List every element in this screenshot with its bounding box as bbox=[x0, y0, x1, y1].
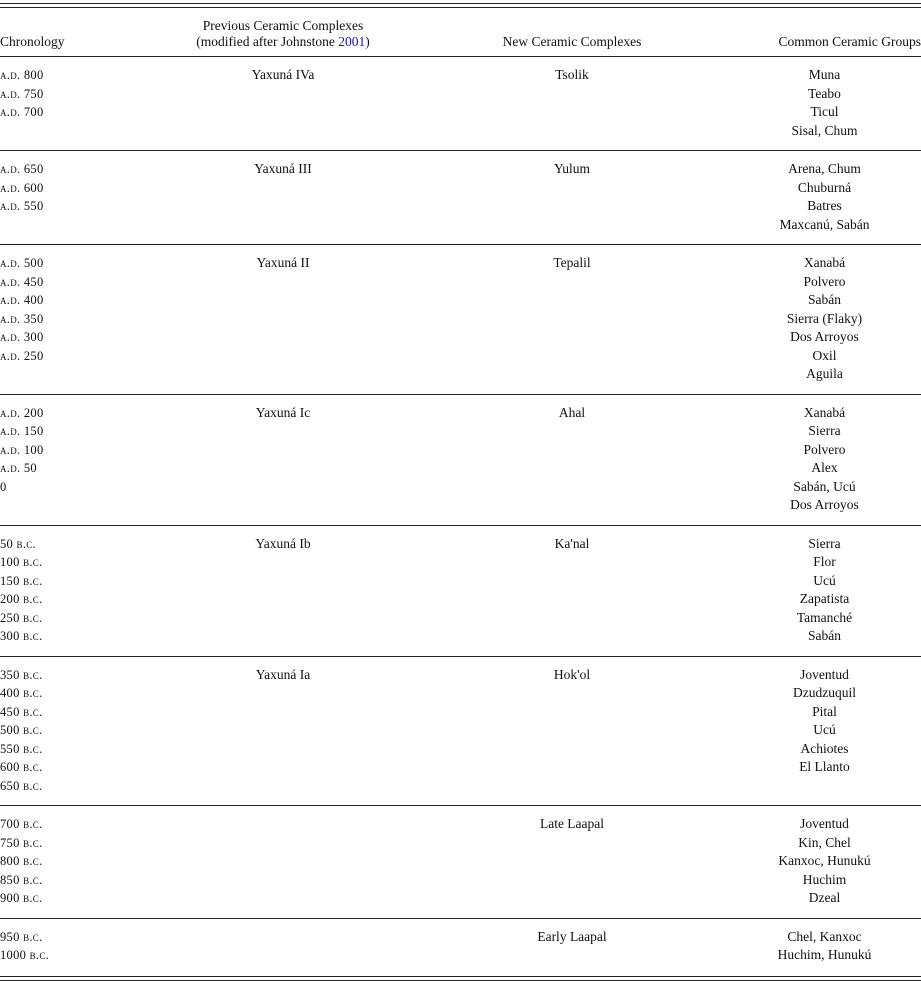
date-value: 800 b.c. bbox=[0, 854, 43, 868]
ceramic-group: Sabán, Ucú bbox=[793, 478, 856, 494]
date-value: 300 b.c. bbox=[0, 629, 43, 643]
ceramic-group: Ucú bbox=[813, 572, 836, 588]
date-value: 650 b.c. bbox=[0, 778, 43, 793]
date-value: 600 b.c. bbox=[0, 760, 43, 774]
date-value: 350 b.c. bbox=[0, 667, 43, 682]
ceramic-groups-cell bbox=[728, 57, 921, 151]
ceramic-groups-list bbox=[728, 404, 921, 515]
ceramic-groups-cell bbox=[728, 806, 921, 919]
ceramic-group: Dos Arroyos bbox=[790, 497, 859, 512]
new-complex-cell: Ka'nal bbox=[416, 525, 728, 656]
previous-complex-cell bbox=[150, 918, 416, 975]
new-complex-cell: Late Laapal bbox=[416, 806, 728, 919]
date-value: a.d. 100 bbox=[0, 442, 44, 457]
table-top-rule bbox=[0, 3, 921, 4]
ceramic-group: Aguila bbox=[806, 366, 843, 381]
header-previous-suffix: ) bbox=[365, 34, 370, 49]
ceramic-group: Huchim bbox=[802, 871, 847, 887]
ceramic-groups-list bbox=[728, 254, 921, 384]
ceramic-group: Muna bbox=[808, 67, 841, 82]
ceramic-groups-list bbox=[728, 928, 921, 965]
date-value: 900 b.c. bbox=[0, 891, 43, 905]
ceramic-group: Oxil bbox=[812, 347, 837, 363]
date-value: a.d. 750 bbox=[0, 86, 44, 101]
date-value: 1000 b.c. bbox=[0, 948, 50, 962]
ceramic-group: Alex bbox=[811, 460, 838, 475]
previous-complex-cell: Yaxuná Ic bbox=[150, 394, 416, 525]
ceramic-group: Dzudzuquil bbox=[793, 685, 856, 700]
table-row bbox=[0, 57, 921, 151]
header-chronology: Chronology bbox=[0, 12, 150, 57]
header-previous-line1: Previous Ceramic Complexes bbox=[202, 18, 364, 33]
ceramic-group: Joventud bbox=[800, 816, 849, 831]
chronology-cell bbox=[0, 394, 150, 525]
table-row bbox=[0, 245, 921, 395]
date-value: a.d. 300 bbox=[0, 330, 44, 344]
previous-complex-cell: Yaxuná III bbox=[150, 151, 416, 245]
ceramic-group: Sabán bbox=[808, 292, 841, 307]
ceramic-groups-list bbox=[728, 160, 921, 234]
ceramic-groups-list bbox=[728, 535, 921, 646]
ceramic-group: Maxcanú, Sabán bbox=[779, 216, 870, 232]
ceramic-group: Huchim, Hunukú bbox=[777, 947, 872, 962]
date-value: a.d. 500 bbox=[0, 256, 44, 270]
ceramic-groups-cell bbox=[728, 656, 921, 806]
date-value: 850 b.c. bbox=[0, 872, 43, 887]
ceramic-group: Chuburná bbox=[797, 179, 852, 195]
ceramic-group: El Llanto bbox=[799, 759, 850, 774]
ceramic-group: Zapatista bbox=[799, 591, 850, 606]
ceramic-group: Pital bbox=[812, 703, 837, 719]
ceramic-group: Kanxoc, Hunukú bbox=[778, 853, 871, 868]
chronology-cell bbox=[0, 151, 150, 245]
date-value: 750 b.c. bbox=[0, 835, 43, 850]
ceramic-group: Polvero bbox=[803, 273, 846, 289]
table-row bbox=[0, 394, 921, 525]
date-value: 400 b.c. bbox=[0, 686, 43, 700]
date-value: a.d. 250 bbox=[0, 348, 44, 363]
date-value: 50 b.c. bbox=[0, 536, 36, 551]
chronology-cell bbox=[0, 57, 150, 151]
ceramic-group: Chel, Kanxoc bbox=[787, 928, 862, 944]
header-ceramic-groups: Common Ceramic Groups bbox=[728, 12, 921, 57]
previous-complex-cell bbox=[150, 806, 416, 919]
date-value: 200 b.c. bbox=[0, 592, 43, 606]
ceramic-group: Arena, Chum bbox=[788, 161, 861, 176]
ceramic-group: Sierra bbox=[808, 535, 841, 551]
chronology-cell bbox=[0, 525, 150, 656]
previous-complex-cell: Yaxuná Ia bbox=[150, 656, 416, 806]
ceramic-groups-cell bbox=[728, 525, 921, 656]
new-complex-cell: Yulum bbox=[416, 151, 728, 245]
date-value: 700 b.c. bbox=[0, 817, 43, 831]
previous-complex-cell: Yaxuná II bbox=[150, 245, 416, 395]
ceramic-group: Dos Arroyos bbox=[790, 329, 859, 344]
date-value: 150 b.c. bbox=[0, 573, 43, 588]
new-complex-cell: Tsolik bbox=[416, 57, 728, 151]
date-value: a.d. 700 bbox=[0, 105, 44, 119]
date-value: a.d. 400 bbox=[0, 293, 44, 307]
ceramic-group: Tamanché bbox=[796, 609, 853, 625]
ceramic-groups-list bbox=[728, 66, 921, 140]
ceramic-groups-cell bbox=[728, 151, 921, 245]
date-value: 100 b.c. bbox=[0, 555, 43, 569]
date-value: 500 b.c. bbox=[0, 723, 43, 737]
date-value: 250 b.c. bbox=[0, 610, 43, 625]
ceramic-group: Sabán bbox=[808, 628, 841, 643]
new-complex-cell: Hok'ol bbox=[416, 656, 728, 806]
date-value: a.d. 350 bbox=[0, 311, 44, 326]
ceramic-group: Ucú bbox=[813, 722, 836, 737]
date-value: 950 b.c. bbox=[0, 929, 43, 944]
chronology-cell bbox=[0, 656, 150, 806]
ceramic-groups-list bbox=[728, 815, 921, 908]
header-previous-complexes bbox=[150, 12, 416, 57]
date-value: a.d. 650 bbox=[0, 162, 44, 176]
table-bottom-rule bbox=[0, 976, 921, 977]
header-previous-prefix: (modified after Johnstone bbox=[196, 34, 339, 49]
ceramic-group: Flor bbox=[813, 554, 836, 569]
date-value: 550 b.c. bbox=[0, 741, 43, 756]
ceramic-group: Ticul bbox=[810, 104, 839, 119]
ceramic-group: Dzeal bbox=[808, 890, 841, 905]
previous-complex-cell: Yaxuná IVa bbox=[150, 57, 416, 151]
ceramic-group: Sierra (Flaky) bbox=[786, 310, 863, 326]
ceramic-group: Xanabá bbox=[803, 255, 846, 270]
table-top-rule-2 bbox=[0, 7, 921, 8]
ceramic-group: Kin, Chel bbox=[798, 834, 851, 850]
date-value: a.d. 150 bbox=[0, 424, 44, 438]
table-body bbox=[0, 57, 921, 975]
table-row bbox=[0, 918, 921, 975]
ceramic-group: Xanabá bbox=[803, 404, 846, 420]
date-value: a.d. 450 bbox=[0, 274, 44, 289]
ceramic-groups-cell bbox=[728, 918, 921, 975]
date-value: a.d. 800 bbox=[0, 68, 44, 82]
table-row bbox=[0, 656, 921, 806]
new-complex-cell: Early Laapal bbox=[537, 928, 607, 944]
ceramic-groups-list bbox=[728, 666, 921, 777]
header-previous-line2 bbox=[150, 34, 416, 50]
date-value: a.d. 50 bbox=[0, 461, 37, 475]
date-value: a.d. 550 bbox=[0, 199, 44, 213]
ceramic-group: Sisal, Chum bbox=[791, 122, 858, 138]
header-new-complexes: New Ceramic Complexes bbox=[416, 12, 728, 57]
ceramic-group: Sierra bbox=[808, 423, 841, 438]
table-header-row bbox=[0, 12, 921, 57]
ceramic-group: Batres bbox=[807, 198, 842, 213]
chronology-cell bbox=[0, 806, 150, 919]
table-row bbox=[0, 806, 921, 919]
ceramic-group: Joventud bbox=[800, 666, 849, 682]
ceramic-group: Teabo bbox=[808, 85, 841, 101]
chronology-cell bbox=[0, 918, 150, 975]
table-row bbox=[0, 525, 921, 656]
ceramic-groups-cell bbox=[728, 394, 921, 525]
date-value: 450 b.c. bbox=[0, 704, 43, 719]
ceramic-chronology-table bbox=[0, 12, 921, 975]
chronology-cell bbox=[0, 245, 150, 395]
ceramic-group: Polvero bbox=[803, 441, 846, 457]
previous-complex-cell: Yaxuná Ib bbox=[150, 525, 416, 656]
new-complex-cell: Ahal bbox=[416, 394, 728, 525]
date-value: a.d. 200 bbox=[0, 405, 44, 420]
new-complex-cell: Tepalil bbox=[416, 245, 728, 395]
date-value: a.d. 600 bbox=[0, 180, 44, 195]
date-value: 0 bbox=[0, 479, 7, 494]
ceramic-groups-cell bbox=[728, 245, 921, 395]
ceramic-group: Achiotes bbox=[800, 740, 849, 756]
citation-link-2001[interactable]: 2001 bbox=[338, 34, 366, 49]
table-row bbox=[0, 151, 921, 245]
